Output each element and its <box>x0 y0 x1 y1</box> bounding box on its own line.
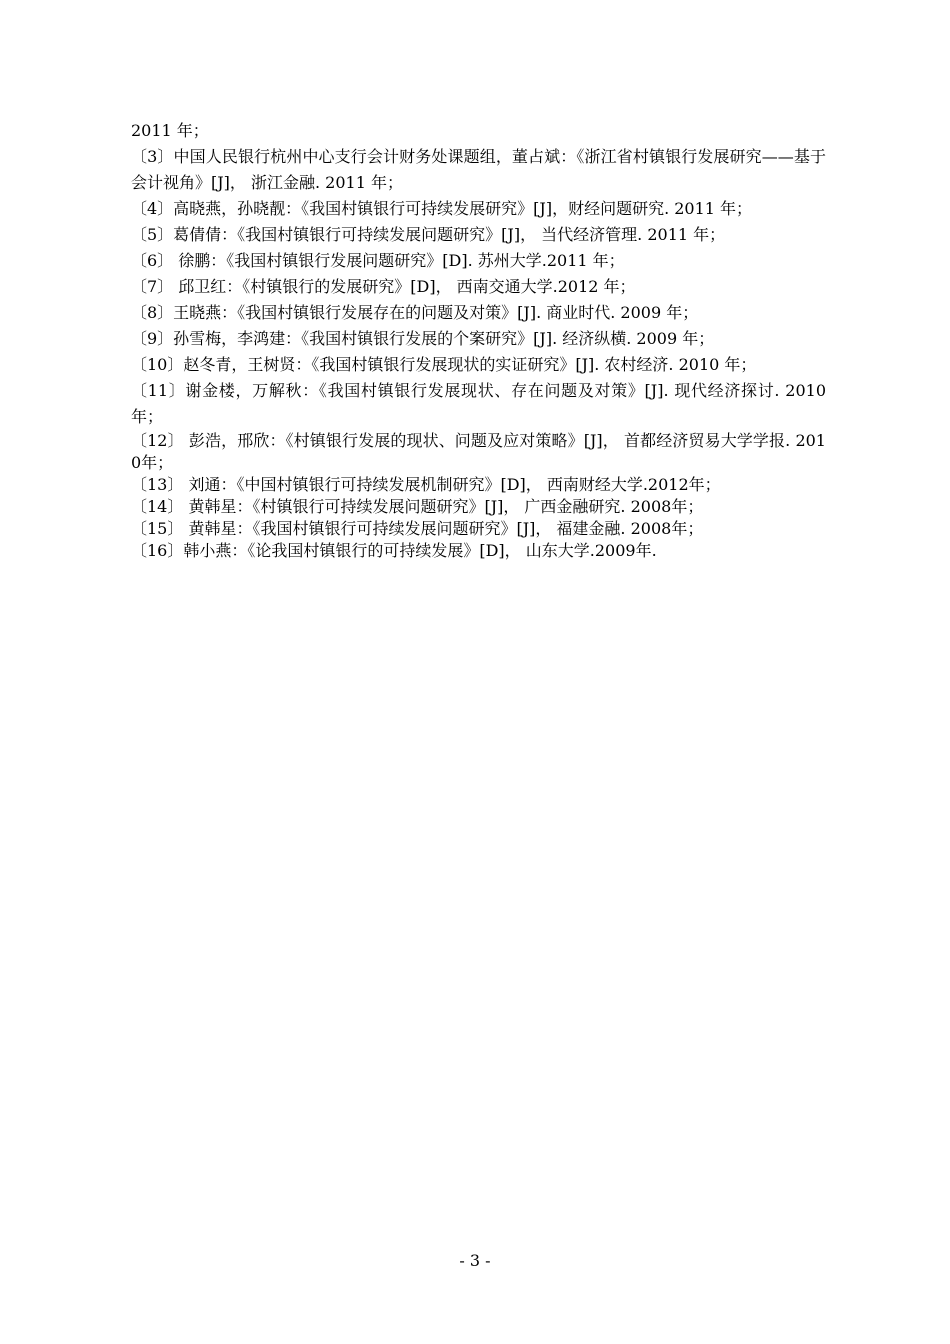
reference-item: 〔15〕 黄韩星：《我国村镇银行可持续发展问题研究》[J]， 福建金融. 2008年； <box>131 519 704 538</box>
reference-item: 〔12〕 彭浩，邢欣：《村镇银行发展的现状、问题及应对策略》[J]， 首都经济贸易大学学报. 2010年； <box>131 431 826 472</box>
reference-item: 〔13〕 刘通：《中国村镇银行可持续发展机制研究》[D]， 西南财经大学.2012年； <box>131 475 721 494</box>
reference-item: 〔4〕高晓燕，孙晓靓：《我国村镇银行可持续发展研究》[J]，财经问题研究. 2011 年； <box>131 199 753 218</box>
reference-item: 〔11〕谢金楼，万解秋：《我国村镇银行发展现状、存在问题及对策》[J]. 现代经济探讨. 2010 年； <box>131 381 826 426</box>
reference-item: 〔8〕王晓燕：《我国村镇银行发展存在的问题及对策》[J]. 商业时代. 2009 年； <box>131 303 699 322</box>
reference-item: 〔7〕 邱卫红：《村镇银行的发展研究》[D]， 西南交通大学.2012 年； <box>131 277 636 296</box>
reference-item: 〔14〕 黄韩星：《村镇银行可持续发展问题研究》[J]， 广西金融研究. 2008年； <box>131 497 704 516</box>
reference-item: 〔10〕赵冬青，王树贤：《我国村镇银行发展现状的实证研究》[J]. 农村经济. 2010 年； <box>131 355 757 374</box>
reference-item: 2011 年； <box>131 121 209 140</box>
reference-list <box>131 118 826 562</box>
reference-item: 〔3〕中国人民银行杭州中心支行会计财务处课题组，董占斌：《浙江省村镇银行发展研究——基于会计视角》[J]， 浙江金融. 2011 年； <box>131 147 826 192</box>
reference-item: 〔9〕孙雪梅，李鸿建：《我国村镇银行发展的个案研究》[J]. 经济纵横. 2009 年； <box>131 329 715 348</box>
reference-item: 〔6〕 徐鹏：《我国村镇银行发展问题研究》[D]. 苏州大学.2011 年； <box>131 251 625 270</box>
page-number: - 3 - <box>459 1251 491 1270</box>
reference-item: 〔5〕葛倩倩：《我国村镇银行可持续发展问题研究》[J]， 当代经济管理. 2011 年； <box>131 225 726 244</box>
reference-item: 〔16〕韩小燕：《论我国村镇银行的可持续发展》[D]， 山东大学.2009年. <box>131 541 657 560</box>
